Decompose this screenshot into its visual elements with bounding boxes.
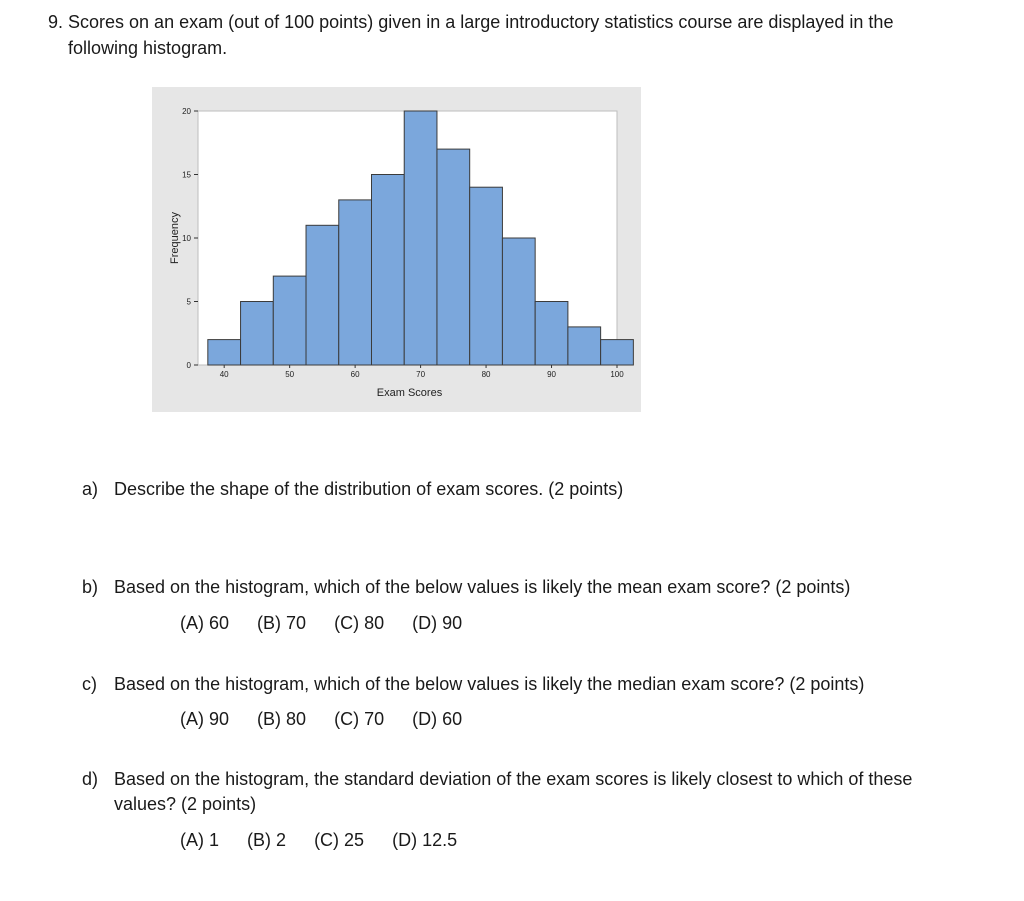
question-line-1: 9. Scores on an exam (out of 100 points) given in a large introductory statistics course are displayed in the bbox=[48, 12, 894, 32]
histogram-bar bbox=[404, 111, 437, 365]
y-tick-label: 5 bbox=[186, 297, 191, 307]
question-line-2: following histogram. bbox=[68, 38, 228, 58]
histogram-bar bbox=[306, 225, 339, 365]
histogram-bar bbox=[502, 238, 535, 365]
x-tick-label: 100 bbox=[610, 370, 624, 379]
option-d-a: (A) 1 bbox=[180, 830, 220, 850]
option-b-d: (D) 90 bbox=[412, 613, 463, 633]
y-tick-label: 10 bbox=[182, 234, 191, 243]
question-title bbox=[48, 9, 948, 61]
y-tick-label: 0 bbox=[186, 361, 191, 370]
part-a bbox=[82, 477, 982, 502]
part-a-letter: a) bbox=[82, 479, 99, 499]
part-d-text: Based on the histogram, the standard deviation of the exam scores is likely closest to which of these values? (2 points) bbox=[114, 769, 913, 814]
option-b-c: (C) 80 bbox=[334, 613, 385, 633]
histogram-bar bbox=[371, 175, 404, 366]
histogram-chart bbox=[152, 87, 641, 412]
y-tick-label: 20 bbox=[182, 107, 191, 116]
x-tick-label: 40 bbox=[219, 370, 229, 379]
part-d-options bbox=[180, 828, 480, 853]
part-c-options bbox=[180, 707, 485, 732]
option-b-b: (B) 70 bbox=[257, 613, 307, 633]
part-b-letter: b) bbox=[82, 577, 99, 597]
option-d-c: (C) 25 bbox=[314, 830, 365, 850]
histogram-bar bbox=[241, 302, 274, 366]
option-d-b: (B) 2 bbox=[247, 830, 287, 850]
part-b bbox=[82, 575, 982, 600]
x-tick-label: 60 bbox=[350, 370, 360, 379]
part-d-letter: d) bbox=[82, 769, 99, 789]
option-b-a: (A) 60 bbox=[180, 613, 230, 633]
part-a-text: Describe the shape of the distribution of exam scores. (2 points) bbox=[114, 479, 624, 499]
option-c-a: (A) 90 bbox=[180, 709, 230, 729]
histogram-svg bbox=[152, 87, 641, 412]
y-axis-label: Frequency bbox=[169, 212, 181, 264]
histogram-bar bbox=[208, 340, 241, 365]
histogram-bar bbox=[568, 327, 601, 365]
part-c-text: Based on the histogram, which of the below values is likely the median exam score? (2 points) bbox=[114, 674, 865, 694]
option-c-d: (D) 60 bbox=[412, 709, 463, 729]
y-tick-label: 15 bbox=[182, 170, 191, 180]
histogram-bar bbox=[339, 200, 372, 365]
part-d bbox=[82, 767, 962, 817]
x-tick-label: 80 bbox=[481, 370, 491, 379]
histogram-bar bbox=[601, 340, 634, 365]
histogram-bar bbox=[273, 276, 306, 365]
histogram-bar bbox=[535, 302, 568, 366]
histogram-bar bbox=[437, 149, 470, 365]
part-c bbox=[82, 672, 982, 697]
option-d-d: (D) 12.5 bbox=[392, 830, 458, 850]
part-c-letter: c) bbox=[82, 674, 97, 694]
x-axis-label: Exam Scores bbox=[376, 387, 443, 399]
option-c-b: (B) 80 bbox=[257, 709, 307, 729]
x-tick-label: 50 bbox=[285, 370, 295, 379]
histogram-bar bbox=[470, 187, 503, 365]
x-tick-label: 90 bbox=[547, 370, 556, 379]
part-b-text: Based on the histogram, which of the below values is likely the mean exam score? (2 points) bbox=[114, 577, 851, 597]
part-b-options bbox=[180, 611, 485, 636]
x-tick-label: 70 bbox=[416, 370, 426, 379]
option-c-c: (C) 70 bbox=[334, 709, 385, 729]
